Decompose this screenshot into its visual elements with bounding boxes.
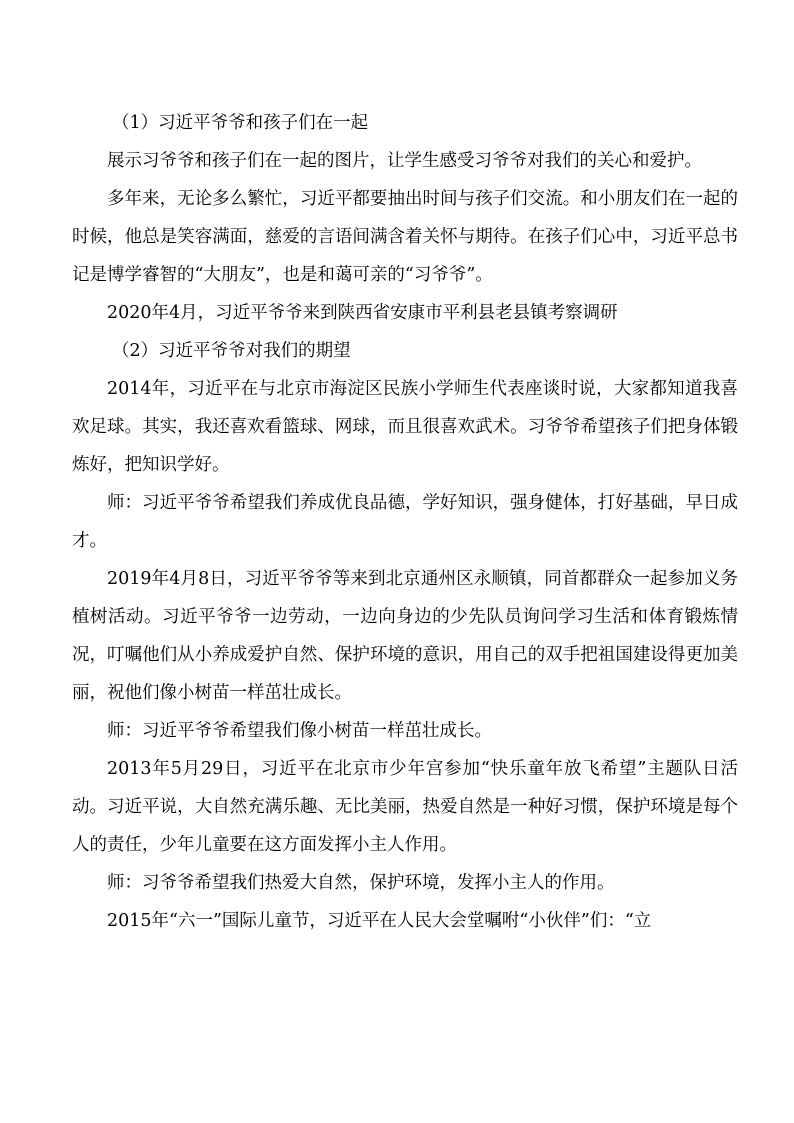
- paragraph-2: 多年来，无论多么繁忙，习近平都要抽出时间与孩子们交流。和小朋友们在一起的时候，他总是笑容满面，慈爱的言语间满含着关怀与期待。在孩子们心中，习近平总书记是博学睿智的“大朋友”，也是和蔼可亲的“习爷爷”。: [72, 189, 738, 285]
- paragraph-4: 2014年，习近平在与北京市海淀区民族小学师生代表座谈时说，大家都知道我喜欢足球。其实，我还喜欢看篮球、网球，而且很喜欢武术。习爷爷希望孩子们把身体锻炼好，把知识学好。: [72, 379, 738, 475]
- paragraph-8: 2013年5月29日，习近平在北京市少年宫参加“快乐童年放飞希望”主题队日活动。习近平说，大自然充满乐趣、无比美丽，热爱自然是一种好习惯，保护环境是每个人的责任，少年儿童要在这方面发挥小主人作用。: [72, 759, 738, 855]
- document-body: [72, 104, 738, 940]
- paragraph-5: 师：习近平爷爷希望我们养成优良品德，学好知识，强身健体，打好基础，早日成才。: [72, 493, 738, 551]
- paragraph-3: 2020年4月，习近平爷爷来到陕西省安康市平利县老县镇考察调研: [107, 303, 618, 323]
- section-heading-1: （1）习近平爷爷和孩子们在一起: [112, 113, 369, 133]
- section-heading-2: （2）习近平爷爷对我们的期望: [112, 341, 351, 361]
- paragraph-7: 师：习近平爷爷希望我们像小树苗一样茁壮成长。: [107, 721, 492, 741]
- paragraph-6: 2019年4月8日，习近平爷爷等来到北京通州区永顺镇，同首都群众一起参加义务植树活动。习近平爷爷一边劳动，一边向身边的少先队员询问学习生活和体育锻炼情况，叮嘱他们从小养成爱护自然、保护环境的意识，用自己的双手把祖国建设得更加美丽，祝他们像小树苗一样茁壮成长。: [72, 569, 738, 703]
- paragraph-9: 师：习爷爷希望我们热爱大自然，保护环境，发挥小主人的作用。: [107, 873, 615, 893]
- paragraph-10: 2015年“六一”国际儿童节，习近平在人民大会堂嘱咐“小伙伴”们：“立: [107, 911, 652, 931]
- paragraph-1: 展示习爷爷和孩子们在一起的图片，让学生感受习爷爷对我们的关心和爱护。: [107, 151, 702, 171]
